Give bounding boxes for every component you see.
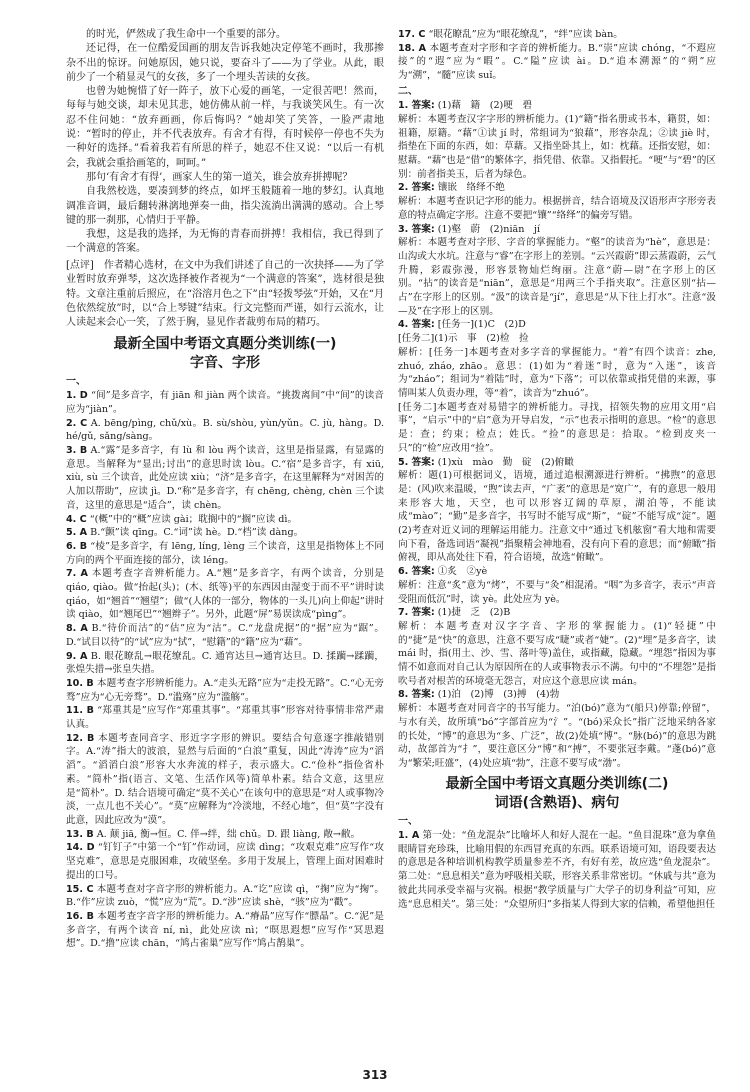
answer-item [398, 113, 716, 182]
section-subtitle: 词语(含熟语)、病句 [494, 794, 620, 811]
answer-number: 10. B [66, 677, 94, 689]
answer-list [398, 28, 716, 83]
answer-item [66, 389, 384, 416]
answer-number: 5. 答案: [398, 456, 435, 468]
left-column [66, 28, 384, 1054]
answer-item [66, 704, 384, 731]
section-subtitle: 字音、字形 [190, 354, 260, 371]
answer-text: “郑重其是”应写作“郑重其事”。“郑重其事”形容对待事情非常严肃认真。 [66, 705, 384, 731]
section-title: 最新全国中考语文真题分类训练(二) [445, 775, 669, 792]
answer-item [398, 223, 716, 237]
answer-item [66, 513, 384, 527]
answer-item [398, 565, 716, 579]
answer-text: B.“待价而沽”的“估”应为“沽”。C.“龙盘虎据”的“据”应为“踞”。D.“试目以待”的“试”应为“拭”，“慰籍”的“籍”应为“藉”。 [66, 623, 384, 648]
section-title: 最新全国中考语文真题分类训练(一) [113, 335, 337, 352]
paragraph: 那句‘有舍才有得’，画家人生的第一道关，谁会放弃拼搏呢？ [86, 171, 353, 183]
answer-text: (1)壑 蔚 (2)niān jí [437, 223, 541, 235]
answer-item [66, 650, 384, 677]
answer-number: 5. A [66, 527, 88, 539]
answer-number: 12. B [66, 732, 95, 744]
answer-item [66, 444, 384, 513]
answer-item [398, 829, 716, 911]
answer-text: “(概”中的“概”应读 gài；耽搁中的“搁”应读 dì。 [89, 513, 298, 525]
answer-item [66, 910, 384, 951]
paragraph: 的时光，俨然成了我生命中一个重要的部分。 [86, 29, 286, 40]
answer-text: A. bēng/pìng, chǔ/xù。B. sù/shòu, yùn/yǔn。C. jù, hàng。D. hé/gǔ, sǎng/sàng。 [66, 417, 384, 443]
essay-excerpt [66, 28, 384, 257]
answer-number: 3. 答案: [398, 223, 435, 235]
answer-text: [任务一](1)C (2)D [437, 319, 526, 331]
answer-item [66, 677, 384, 704]
answer-item [398, 318, 716, 332]
answer-list [398, 99, 716, 770]
answer-item [398, 579, 716, 606]
answer-item [66, 540, 384, 567]
answer-number: 9. A [66, 650, 88, 662]
answer-item [66, 526, 384, 540]
answer-text: 解析：注意“炙”意为“烤”，不要与“灸”相混淆。“咽”为多音字，表示“声音受阻而低沉”时，读 yè。此处应为 yè。 [398, 579, 716, 605]
right-column [398, 28, 716, 1054]
answer-text: 本题考查字音辨析能力。A.“翘”是多音字，有两个读音，分别是 qiáo, qiào。做“抬起(头)；(木、纸等)平的东西因由湿变于而不平”讲时读 qiáo，如“翘首”“翘望”；做“(人体的一部分，物体的一头儿)向上仰起”讲时读 qiào，如“翘尾巴”“翘辫子”。另外，此题“屏”易误读成“pìng”。 [66, 568, 384, 621]
answer-item [398, 620, 716, 689]
answer-item [398, 469, 716, 565]
answer-number: 8. A [66, 623, 88, 635]
answer-item [398, 401, 716, 456]
answer-text: “钉钉子”中第一个“钉”作动词，应读 dìng；“攻艰克难”应写作“攻坚克难”，意思是克服困难，攻破坚垒。多用于发展上，管理上面对困难时提出的口号。 [66, 842, 384, 881]
answer-text: 解析：本题考查识记字形的能力。根据拼音，结合语境及汉语形声字形旁表意的特点确定字形。注意不要把“镶”“络绎”的偏旁写错。 [398, 196, 716, 221]
answer-text: B.“颤”读 qīng。C.“词”读 hè。D.“档”读 dàng。 [90, 527, 304, 539]
answer-item [398, 181, 716, 195]
answer-item [398, 332, 716, 346]
page-number: 313 [362, 1067, 388, 1082]
answer-text: B. 眼花瞭乱→眼花缭乱。C. 通宵达旦→通宵达旦。D. 揉躏→蹂躏，张煌失措→张皇失措。 [66, 650, 384, 676]
answer-text: 解析：题(1)可根据词义，语境，通过追根溯源进行辨析。“拂煦”的意思是：(风)吹来温暖，“煦”读去声，“广袤”的意思是“宽广”，有的意思一般用来形容大地，天空，也可以形容辽阔的草原，湖泊等，不能读成“mào”；“勤”是多音字，书写时不能写成“斯”，“碇”不能写成“淀”。题(2)考查对近义词的理解运用能力。注意文中“通过飞机舷窗”看大地和需要向下看，备选词语“凝视”指聚精会神地看，没有向下看的意思；而“俯瞰”指俯视，即从高处往下看，符合语境，故选“俯瞰”。 [398, 470, 716, 564]
answer-item [66, 417, 384, 444]
part-heading: 一、 [66, 375, 86, 387]
answer-number: 2. 答案: [398, 182, 435, 194]
answer-number: 6. B [66, 540, 88, 552]
answer-text: A. 颠 jiā, 衡→恒。C. 伴→绊，绌 chǔ。D. 跟 liàng, 敞→敝。 [96, 828, 361, 840]
answer-number: 1. A [398, 830, 420, 842]
answer-text: 第一处：“鱼龙混杂”比喻坏人和好人混在一起。“鱼目混珠”意为拿鱼眼睛冒充珍珠，比喻用假的东西冒充真的东西。联系语境可知，语段要表达的意思是各种培训机构教学质量参差不齐，有好有差，故应选“鱼龙混杂”。第二处：“息息相关”意为呼吸相关联，形容关系非常密切。“休戚与共”意为彼此共同承受幸福与灾祸。根据“教学质量与广大学子的切身利益”可知，应选“息息相关”。第三处：“众望所归”多指某人得到大家的信赖，希望他担任 [398, 830, 716, 910]
answer-item [66, 841, 384, 882]
paragraph: 我想，这是我的选择，为无悔的青春而拼搏！我相信，我已得到了一个满意的答案。 [66, 229, 384, 255]
essay-comment: [点评] 作者精心选材，在文中为我们讲述了自己的一次抉择——为了学业暂时放弃弹琴，这次选择被作者视为“一个满意的答案”，选材很是独特。文章注重前后照应，在“浴溶月色之下”由“轻拨琴弦”开始，又在“月色依然绽放”时，以“合上琴键”结束。行文完整而严谨，如行云流水，让人读起来会心一笑，了然于胸，显见作者裁剪布局的精巧。 [66, 259, 384, 329]
answer-item [398, 236, 716, 318]
answer-text: 本题考查同音字、形近字字形的辨识。要结合句意逐字推敲错别字。A.“涛”指大的波浪，显然与后面的“白浪”重复，因此“涛涛”应为“滔滔”。“滔滔白浪”形容大水奔流的样子，表示盛大。C.“俭朴”指俭省朴素。“简朴”指(语言、文笔、生活作风等)简单朴素。结合文意，这里应是“简朴”。D. 结合语境可确定“莫不关心”在该句中的意思是“对人或事物冷淡，一点儿也不关心”。“莫”应解释为“冷淡地，不经心地”，但“莫”字没有此意，因此应改为“漠”。 [66, 732, 384, 826]
answer-number: 15. C [66, 883, 94, 895]
answer-text: “间”是多音字，有 jiān 和 jiàn 两个读音。“挑拨离间”中“间”的读音应为“jiàn”。 [66, 390, 384, 415]
answer-number: 2. C [66, 417, 88, 429]
answer-text: 本题考查对字音字形的辨析能力。A.“讫”应读 qì，“掬”应为“掬”。B.“作”应读 zuò，“慌”应为“荒”。D.“涉”应读 shè，“骇”应为“戳”。 [66, 883, 384, 909]
answer-list [398, 829, 716, 911]
answer-number: 6. 答案: [398, 566, 435, 578]
answer-text: 本题考查对字形和字音的辨析能力。B.“崇”应读 chóng，“不遐应接”的“遐”应为“暇”。C.“隘”应读 ài。D.“追本溯源”的“朔”应为“溯”，“髓”应读 suǐ。 [398, 42, 716, 82]
answer-item [398, 606, 716, 620]
answer-text: 解析：本题考查对汉字字音、字形的掌握能力。(1)“轻捷”中的“捷”是“快”的意思，注意不要写成“睫”或者“婕”。(2)“埋”是多音字，读 mái 时，指(用土、沙、雪、落叶等)盖住，或指藏，隐藏。“埋怨”指因为事情不如意而对自己认为原因所在的人或事物表示不满。句中的“不埋怨”是指吹号者对根苦的环境毫无怨言，对应这个意思应读 mán。 [398, 620, 716, 687]
answer-number: 3. B [66, 445, 88, 456]
paragraph: 也曾为她惋惜了好一阵子，放下心爱的画笔，一定很苦吧！然而，每每与她交谈，却未见其悲，她仿佛从前一样，与我谈笑风生。有一次忍不住问她：“放弃画画，你后悔吗？”她却笑了笑答，一脸严肃地说：“暂时的停止，并不代表放弃。有舍才有得，有时候停一停也不失为一种好的选择。”看着我若有所思的样子，她忍不住又说：“以后一有机会，我就会重拾画笔的，呵呵。” [66, 86, 384, 169]
answer-text: A.“露”是多音字，有 lù 和 lòu 两个读音，这里是指显露，有显露的意思。当解释为“显出;讨出”的意思时读 lòu。C.“宿”是多音字，有 xiū, xiù, sù 三个读音，此处应读 xiù；“济”是多音字，在这里解释为“对困苦的人加以帮助”，应读 jì。D.“称”是多音字，有 chēng, chèng, chèn 三个读音，这里的意思是“适合”，读 chèn。 [66, 445, 384, 511]
answer-text: “眼花瞭乱”应为“眼花缭乱”，“绊”应读 bàn。 [428, 29, 623, 40]
answer-number: 1. D [66, 390, 88, 402]
answer-text: 解析：本题考查对同音字的书写能力。“泊(bó)”意为“(船只)停靠;停留”，与水有关，故所填“bó”字部首应为“氵”。“(bó)采众长”指广泛地采纳各家的长处，“博”的意思为“多、广泛”，故(2)处填“博”。“脉(bó)”的意思为跳动，故部首为“扌”，要注意区分“博”和“搏”，不要张冠李戴。“蓬(bó)”意为“繁荣;旺盛”，(4)处应填“勃”，注意不要写成“渤”。 [398, 703, 716, 769]
answer-number: 4. C [66, 513, 87, 525]
answer-text: (1)藉 籍 (2)哽 碧 [437, 100, 533, 112]
answer-number: 13. B [66, 828, 94, 840]
answer-number: 17. C [398, 29, 426, 40]
answer-text: (1)xù mào 勤 碇 (2)俯瞰 [437, 456, 574, 468]
part-heading: 二、 [398, 85, 418, 97]
answer-text: 本题考查字形辨析能力。A.“走头无路”应为“走投无路”。C.“心无旁骛”应为“心无旁骛”。D.“滥殇”应为“滥觞”。 [66, 677, 384, 703]
answer-text: 镶嵌 络绎不绝 [437, 182, 505, 194]
answer-list [66, 389, 384, 951]
answer-number: 18. A [398, 42, 427, 54]
answer-text: 本题考查字音字形的辨析能力。A.“瘠晶”应写作“膘晶”。C.“泥”是多音字，有两个读音 ní, nì，此处应读 nì；“暝思遐想”应写作“冥思遐想”。D.“撸”应读 chān，“鸠占雀巢”应写作“鸠占鹊巢”。 [66, 910, 384, 950]
answer-item [398, 688, 716, 702]
answer-number: 1. 答案: [398, 100, 435, 112]
answer-number: 16. B [66, 910, 94, 922]
answer-number: 8. 答案: [398, 689, 435, 701]
answer-number: 7. A [66, 568, 88, 580]
part-heading: 一、 [398, 815, 418, 827]
answer-item [66, 567, 384, 622]
answer-text: (1)捷 乏 (2)B [437, 607, 511, 619]
answer-item [398, 702, 716, 771]
answer-text: ①炙 ②yè [437, 566, 488, 578]
answer-item [66, 732, 384, 828]
answer-number: 7. 答案: [398, 607, 435, 619]
answer-item [398, 195, 716, 222]
answer-text: [任务二]本题考查对易错字的辨析能力。寻找，招领失物的应用文用“启事”，“启示”中的“启”意为开导启发，“示”也表示指明的意思。“检”的意思是：查；约束；检点；姓氏。“捡”的意思是：拾取。“检到皮夹一只”的“检”应改用“捡”。 [398, 401, 716, 454]
answer-item [66, 828, 384, 842]
paragraph: 还记得，在一位酷爱国画的朋友告诉我她决定停笔不画时，我那掺杂不出的惊讶。问她原因，她只说，要奋斗了——为了学业。从此，眼前少了一个稍显灵气的女孩，多了一个埋头苦读的女孩。 [66, 43, 384, 83]
answer-number: 11. B [66, 705, 94, 717]
answer-text: (1)泊 (2)博 (3)搏 (4)勃 [437, 689, 560, 701]
answer-text: [任务二](1)示 事 (2)检 捡 [398, 333, 529, 345]
answer-item [398, 99, 716, 113]
answer-text: 解析：[任务一]本题考查对多字音的掌握能力。“着”有四个读音：zhe, zhuó, zháo, zhāo。意思：(1)如为“着迷”时，意为“入迷”，该音为“zháo”；组词为“着陆”时，意为“下落”；可以依靠或指凭借的来源，事情叫某人负责办理，等“着”，读音为“zhuó”。 [398, 346, 716, 399]
answer-item [66, 883, 384, 910]
answer-item [398, 42, 716, 83]
answer-number: 14. D [66, 842, 95, 854]
answer-text: “棱”是多音字，有 lēng, líng, lèng 三个读音，这里是指物体上不同方向的两个平面连接的部分，读 léng。 [66, 540, 384, 566]
answer-text: 解析：本题考查汉字字形的辨析能力。(1)“籍”指名册或书本，籍贯，如：祖籍，原籍。“藉”①读 jí 时，常组词为“狼藉”，形容杂乱；②读 jiè 时，指垫在下面的东西，如：草藉。又指坐卧其上，如：枕藉。还指安慰，如：慰藉。“藉”也是“借”的繁体字，指凭借、依靠。又指假托。“哽”与“碧”的区别：前者指美玉，后者为绿色。 [398, 113, 716, 180]
answer-item [66, 622, 384, 649]
answer-number: 4. 答案: [398, 319, 435, 331]
answer-item [398, 28, 716, 42]
paragraph: 自我然校选，要凑到梦的终点，如坪玉般随着一地的梦幻。认真地调准音调，最后翻转淋漓地弹奏一曲，指尖流淌出满满的感动。合上琴键的那一刹那，心情归于平静。 [66, 186, 384, 226]
answer-item [398, 346, 716, 401]
answer-text: 解析：本题考查对字形、字音的掌握能力。“壑”的读音为“hè”，意思是：山沟或大水坑。注意与“睿”在字形上的差别。“云兴霞蔚”即云蒸霞蔚，云气升腾，彩霞弥漫，形容景物灿烂绚丽。注意“蔚—尉”在字形上的区别。“拈”的读音是“niān”，意思是“用两三个手指夹取”。注意区别“拈—占”在字形上的区别。“汲”的读音是“jí”，意思是“从下往上打水”。注意“汲—及”在字形上的区别。 [398, 237, 716, 317]
answer-item [398, 456, 716, 470]
